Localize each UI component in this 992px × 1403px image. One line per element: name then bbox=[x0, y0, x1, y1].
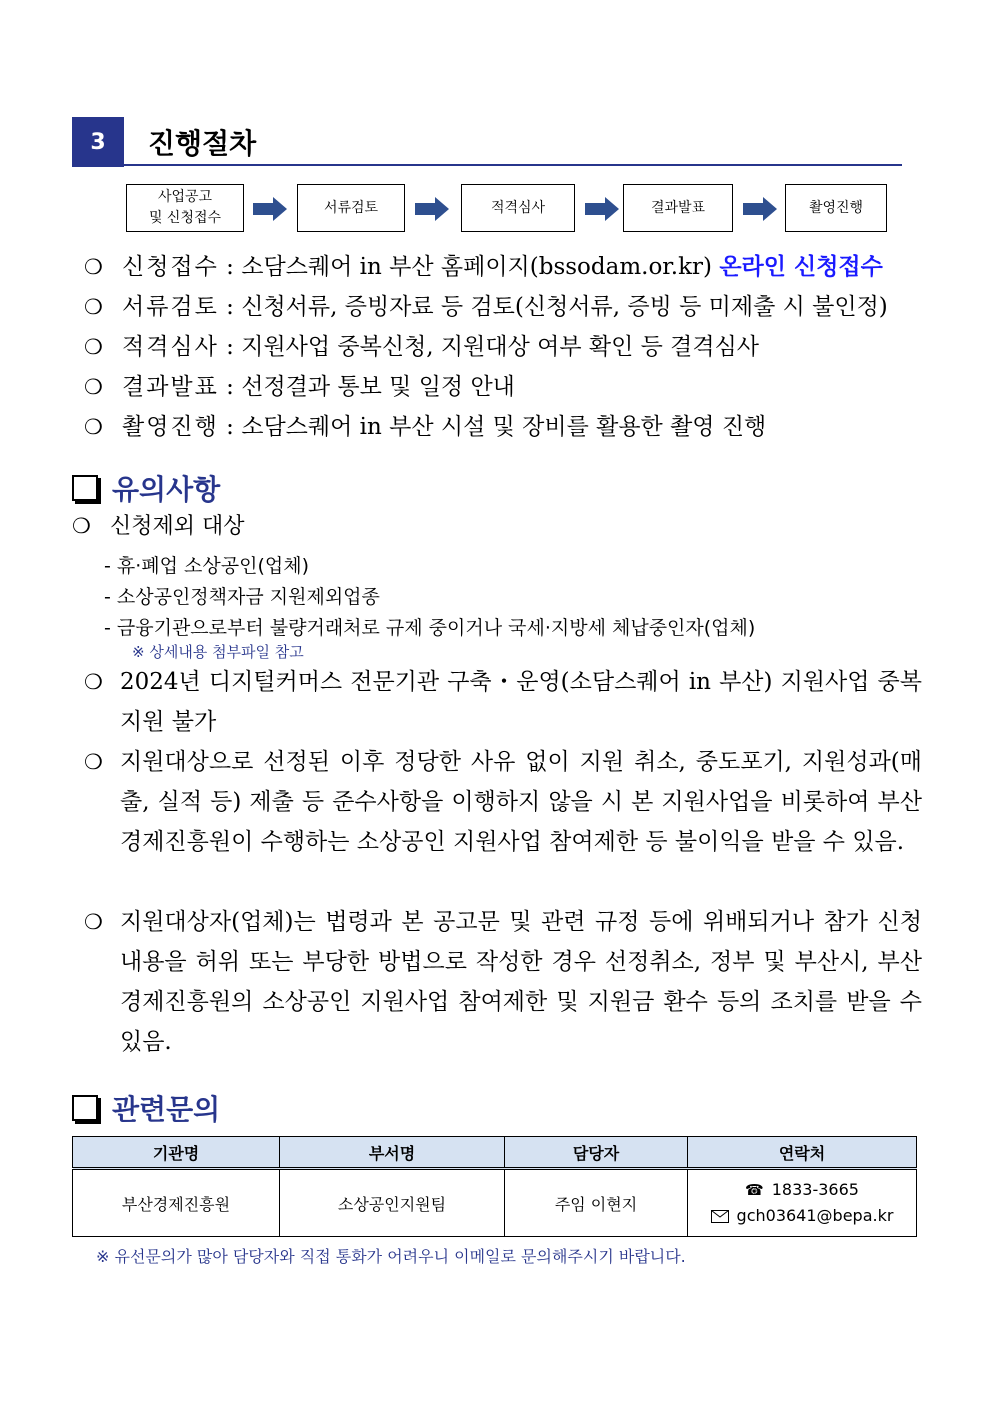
org-cell: 부산경제진흥원 bbox=[73, 1169, 280, 1237]
step-label: 및 신청접수 bbox=[148, 210, 222, 226]
bullet: ❍ bbox=[84, 750, 103, 774]
email-line bbox=[689, 1203, 915, 1229]
contact-heading bbox=[72, 1088, 220, 1128]
bullet: ❍ bbox=[84, 415, 103, 439]
step-document-review bbox=[297, 184, 405, 232]
bullet: ❍ bbox=[84, 375, 103, 399]
procedure-label: 신청접수 bbox=[122, 254, 219, 280]
procedure-highlight: 온라인 신청접수 bbox=[719, 254, 883, 280]
contact-cell bbox=[688, 1169, 917, 1237]
table-row bbox=[73, 1169, 917, 1237]
col-header: 부서명 bbox=[280, 1137, 505, 1169]
bullet: ❍ bbox=[84, 910, 103, 934]
checkbox-icon bbox=[72, 1095, 98, 1121]
phone-icon: ☎ bbox=[745, 1181, 764, 1199]
phone-line bbox=[689, 1177, 915, 1203]
contact-table bbox=[72, 1136, 917, 1237]
bullet: ❍ bbox=[84, 255, 103, 279]
table-header-row bbox=[73, 1137, 917, 1169]
notice-paragraph-text: 지원대상자(업체)는 법령과 본 공고문 및 관련 규정 등에 위배되거나 참가 신청 내용을 허위 또는 부당한 방법으로 작성한 경우 선정취소, 정부 및 부산시, 부산경제진흥원의 소상공인 지원사업 참여제한 및 지원금 환수 등의 조치를 받을 수 있음. bbox=[120, 909, 922, 1055]
section-divider bbox=[72, 164, 902, 166]
phone-number: 1833-3665 bbox=[771, 1180, 859, 1199]
procedure-item: ❍ 촬영진행 : 소담스퀘어 in 부산 시설 및 장비를 활용한 촬영 진행 bbox=[84, 414, 767, 440]
step-label: 적격심사 bbox=[490, 199, 546, 216]
notice-title: 유의사항 bbox=[112, 473, 221, 506]
step-results bbox=[623, 184, 733, 232]
section-title: 진행절차 bbox=[148, 127, 257, 160]
procedure-label: 결과발표 bbox=[122, 374, 219, 400]
col-header: 기관명 bbox=[73, 1137, 280, 1169]
bullet: ❍ bbox=[84, 335, 103, 359]
procedure-label: 서류검토 bbox=[122, 294, 219, 320]
procedure-text: 소담스퀘어 in 부산 시설 및 장비를 활용한 촬영 진행 bbox=[241, 414, 767, 440]
exclusion-title: 신청제외 대상 bbox=[110, 514, 245, 539]
step-label: 서류검토 bbox=[323, 199, 379, 216]
contact-footnote: ※ 유선문의가 많아 담당자와 직접 통화가 어려우니 이메일로 문의해주시기 바랍니다. bbox=[96, 1247, 686, 1266]
checkbox-icon bbox=[72, 475, 98, 501]
step-label: 촬영진행 bbox=[808, 199, 864, 216]
email-address[interactable]: gch03641@bepa.kr bbox=[736, 1206, 894, 1225]
notice-paragraph bbox=[84, 742, 922, 862]
step-eligibility bbox=[461, 184, 575, 232]
contact-title: 관련문의 bbox=[112, 1093, 221, 1126]
notice-paragraph-text: 2024년 디지털커머스 전문기관 구축・운영(소담스퀘어 in 부산) 지원사업 중복 지원 불가 bbox=[120, 669, 922, 735]
step-label: 결과발표 bbox=[650, 199, 706, 216]
bullet: ❍ bbox=[84, 295, 103, 319]
notice-paragraph bbox=[84, 902, 922, 1062]
exclusion-item: - 금융기관으로부터 불량거래처로 규제 중이거나 국세·지방세 체납중인자(업체) bbox=[104, 617, 756, 639]
dept-cell: 소상공인지원팀 bbox=[280, 1169, 505, 1237]
procedure-text: 신청서류, 증빙자료 등 검토(신청서류, 증빙 등 미제출 시 불인정) bbox=[241, 294, 888, 320]
col-header: 연락처 bbox=[688, 1137, 917, 1169]
exclusion-item: - 휴·폐업 소상공인(업체) bbox=[104, 555, 309, 577]
exclusion-heading bbox=[72, 509, 245, 540]
notice-paragraph-text: 지원대상으로 선정된 이후 정당한 사유 없이 지원 취소, 중도포기, 지원성과(매출, 실적 등) 제출 등 준수사항을 이행하지 않을 시 본 지원사업을 비롯하여 부산경제진흥원이 수행하는 소상공인 지원사업 참여제한 등 불이익을 받을 수 있음. bbox=[120, 749, 922, 855]
section-number: 3 bbox=[72, 117, 124, 167]
procedure-text: 지원사업 중복신청, 지원대상 여부 확인 등 결격심사 bbox=[241, 334, 760, 360]
arrow-right-icon bbox=[253, 197, 287, 221]
bullet: ❍ bbox=[84, 670, 103, 694]
procedure-text: 소담스퀘어 in 부산 홈페이지(bssodam.or.kr) bbox=[241, 254, 712, 280]
step-filming bbox=[785, 184, 887, 232]
procedure-label: 촬영진행 bbox=[122, 414, 219, 440]
notice-paragraph bbox=[84, 662, 922, 742]
step-announcement bbox=[126, 184, 244, 232]
exclusion-item: - 소상공인정책자금 지원제외업종 bbox=[104, 586, 380, 608]
procedure-text: 선정결과 통보 및 일정 안내 bbox=[241, 374, 515, 400]
person-cell: 주임 이현지 bbox=[505, 1169, 688, 1237]
step-label: 사업공고 bbox=[157, 189, 213, 205]
arrow-right-icon bbox=[415, 197, 449, 221]
mail-icon bbox=[711, 1210, 729, 1223]
procedure-item: ❍ 서류검토 : 신청서류, 증빙자료 등 검토(신청서류, 증빙 등 미제출 시 불인정) bbox=[84, 294, 888, 320]
exclusion-note: ※ 상세내용 첨부파일 참고 bbox=[132, 643, 304, 661]
col-header: 담당자 bbox=[505, 1137, 688, 1169]
procedure-item: ❍ 결과발표 : 선정결과 통보 및 일정 안내 bbox=[84, 374, 515, 400]
procedure-item: ❍ 신청접수 : 소담스퀘어 in 부산 홈페이지(bssodam.or.kr) 온라인 신청접수 bbox=[84, 254, 883, 280]
procedure-label: 적격심사 bbox=[122, 334, 219, 360]
bullet: ❍ bbox=[72, 514, 91, 538]
notice-heading bbox=[72, 468, 220, 508]
arrow-right-icon bbox=[743, 197, 777, 221]
arrow-right-icon bbox=[585, 197, 619, 221]
procedure-item: ❍ 적격심사 : 지원사업 중복신청, 지원대상 여부 확인 등 결격심사 bbox=[84, 334, 760, 360]
